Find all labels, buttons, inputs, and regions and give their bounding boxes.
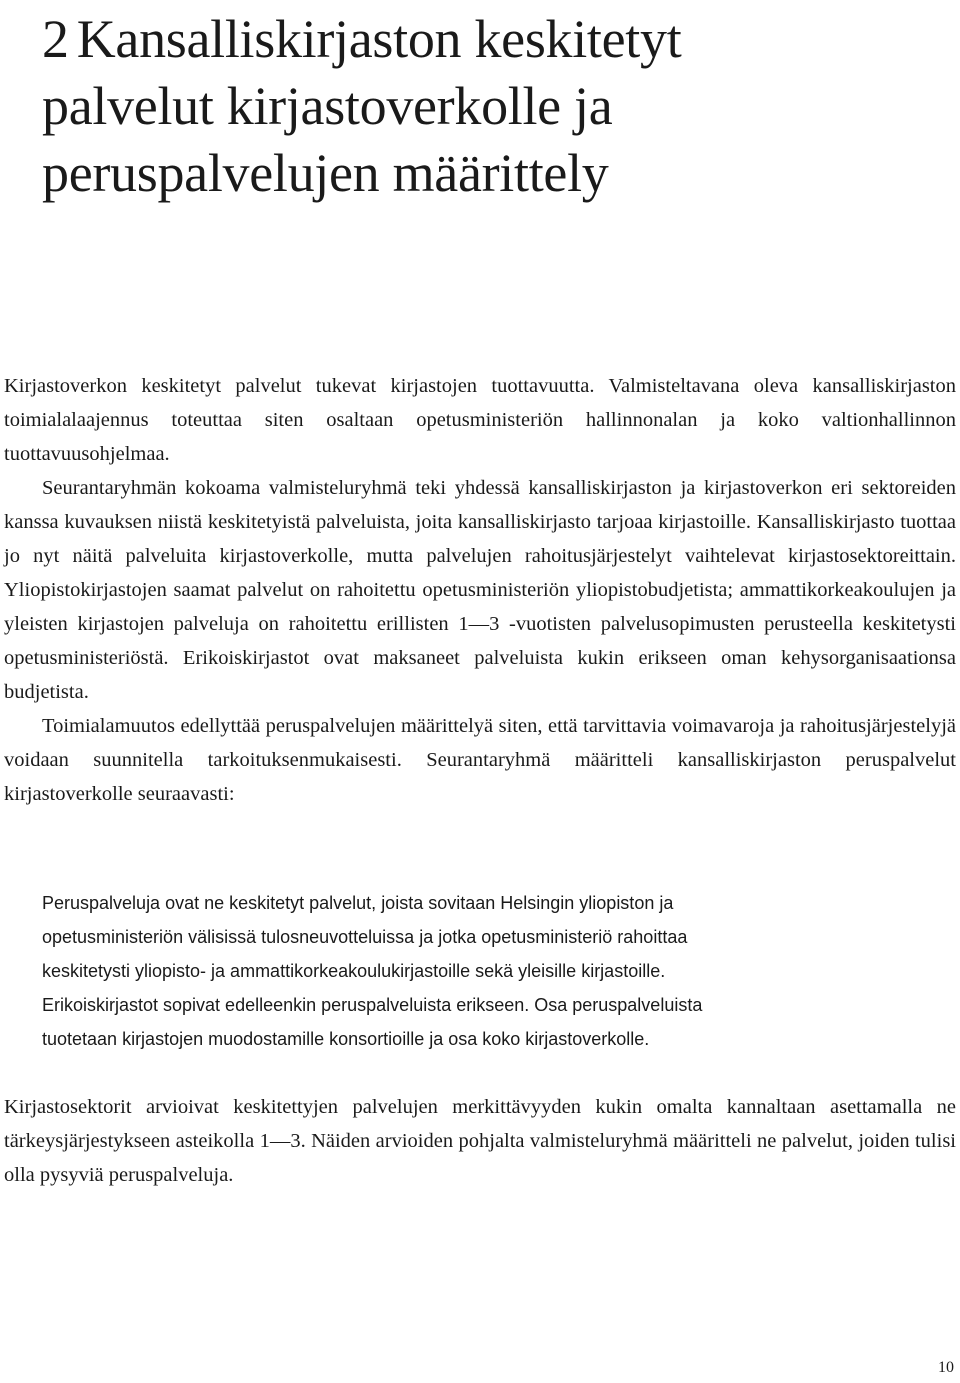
page-number: 10 [938, 1359, 954, 1376]
closing-section [4, 1090, 956, 1192]
chapter-heading [42, 6, 942, 207]
chapter-title-line-2: palvelut kirjastoverkolle ja [42, 76, 613, 136]
chapter-title-line-1: Kansalliskirjaston keskitetyt [76, 9, 682, 69]
chapter-title-line-3: peruspalvelujen määrittely [42, 143, 609, 203]
quote-line-4: Erikoiskirjastot sopivat edelleenkin peruspalveluista erikseen. Osa peruspalveluista [42, 995, 703, 1015]
paragraph-2: Seurantaryhmän kokoama valmisteluryhmä teki yhdessä kansalliskirjaston ja kirjastoverkon eri sektoreiden kanssa kuvauksen niistä keskitetyistä palveluista, joita kansalliskirjasto tarjoaa kirjastoille. Kansalliskirjasto tuottaa jo nyt näitä palveluita kirjastoverkolle, mutta palvelujen rahoitusjärjestelyt vaihtelevat kirjastosektoreittain. Yliopistokirjastojen saamat palvelut on rahoitettu opetusministeriön yliopistobudjetista; ammattikorkeakoulujen ja yleisten kirjastojen palveluja on rahoitettu erillisten 1—3 -vuotisten palvelusopimusten perusteella keskitetysti opetusministeriöstä. Erikoiskirjastot ovat maksaneet palveluista kukin erikseen oman kehysorganisaationsa budjetista. [4, 477, 956, 703]
quote-line-2: opetusministeriön välisissä tulosneuvotteluissa ja jotka opetusministeriö rahoittaa [42, 927, 688, 947]
quote-line-5: tuotetaan kirjastojen muodostamille konsortioille ja osa koko kirjastoverkolle. [42, 1029, 650, 1049]
chapter-number: 2 [42, 9, 69, 69]
closing-paragraph: Kirjastosektorit arvioivat keskitettyjen palvelujen merkittävyyden kukin omalta kannaltaan asettamalla ne tärkeysjärjestykseen asteikolla 1—3. Näiden arvioiden pohjalta valmisteluryhmä määritteli ne palvelut, joiden tulisi olla pysyviä peruspalveluja. [4, 1096, 956, 1186]
quote-line-3: keskitetysti yliopisto- ja ammattikorkeakoulukirjastoille sekä yleisille kirjastoille. [42, 961, 666, 981]
quote-line-1: Peruspalveluja ovat ne keskitetyt palvelut, joista sovitaan Helsingin yliopiston ja [42, 893, 674, 913]
definition-quote [42, 886, 922, 1056]
body-section [4, 369, 956, 811]
paragraph-1: Kirjastoverkon keskitetyt palvelut tukevat kirjastojen tuottavuutta. Valmisteltavana oleva kansalliskirjaston toimialalaajennus toteuttaa siten osaltaan opetusministeriön hallinnonalan ja koko valtionhallinnon tuottavuusohjelmaa. [4, 375, 956, 465]
paragraph-3: Toimialamuutos edellyttää peruspalvelujen määrittelyä siten, että tarvittavia voimavaroja ja rahoitusjärjestelyjä voidaan suunnitella tarkoituksenmukaisesti. Seurantaryhmä määritteli kansalliskirjaston peruspalvelut kirjastoverkolle seuraavasti: [4, 715, 956, 805]
